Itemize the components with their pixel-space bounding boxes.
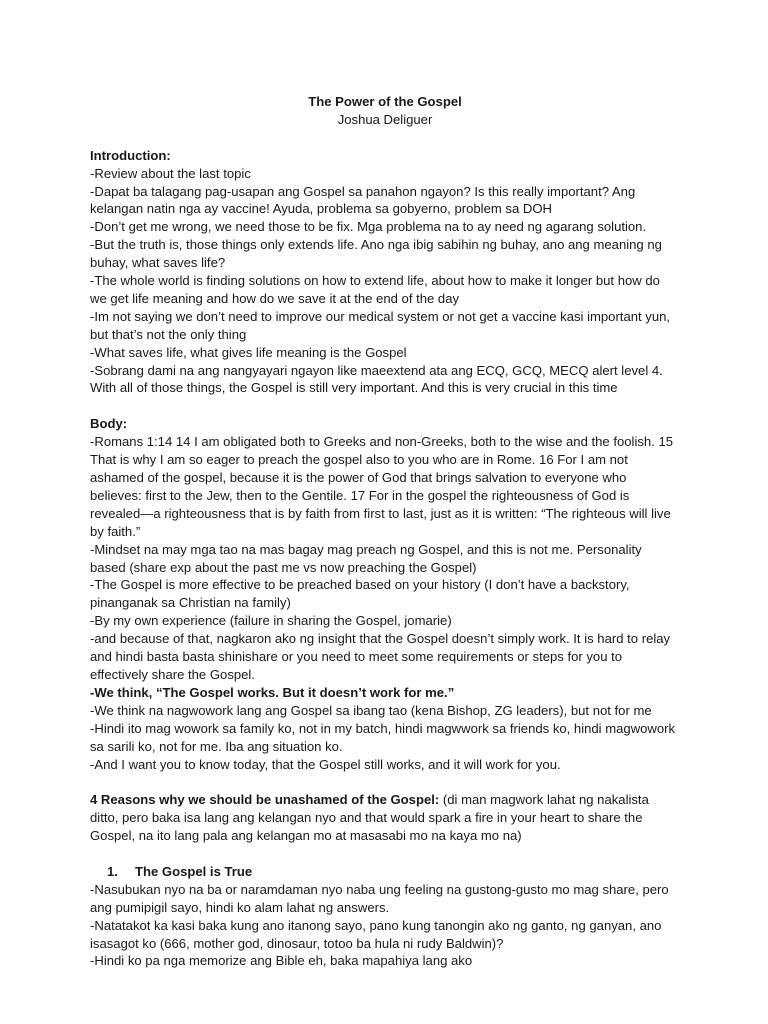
intro-line: -The whole world is finding solutions on how to extend life, about how to make it longer but how do we get life meaning and how do we save it at the end of the day <box>90 273 660 306</box>
body-line: -and because of that, nagkaron ako ng insight that the Gospel doesn’t simply work. It is hard to relay and hindi basta basta shinishare or you need to meet some requirements or steps for you to effectively share the Gospel. <box>90 631 671 682</box>
introduction-heading: Introduction: <box>90 147 171 163</box>
point-1-title: The Gospel is True <box>135 863 253 879</box>
spacer <box>90 397 680 415</box>
body-line: -By my own experience (failure in sharing the Gospel, jomarie) <box>90 613 452 629</box>
intro-line: -Sobrang dami na ang nangyayari ngayon like maeextend ata ang ECQ, GCQ, MECQ alert level 4. With all of those things, the Gospel is still very important. And this is very crucial in this time <box>90 362 663 396</box>
body-line: -Romans 1:14 14 I am obligated both to Greeks and non-Greeks, both to the wise and the foolish. 15 That is why I am so eager to preach the gospel also to you who are in Rome. 16 For I am not ashamed of the gospel, because it is the power of God that brings salvation to everyone who believes: first to the Jew, then to the Gentile. 17 For in the gospel the righteousness of God is revealed—a righteousness that is by faith from first to last, just as it is written: “The righteous will live by faith.” <box>90 434 674 539</box>
body-line: -And I want you to know today, that the Gospel still works, and it will work for you. <box>90 756 561 772</box>
reasons-note: (di man magwork lahat ng nakalista ditto, pero baka isa lang ang kelangan nyo and that would spark a fire in your heart to share the Gospel, na ito lang pala ang kelangan mo at masasabi mo na kaya mo na) <box>90 792 649 844</box>
body-line: -We think na nagwowork lang ang Gospel sa ibang tao (kena Bishop, ZG leaders), but not for me <box>90 702 652 718</box>
point-1-line: -Hindi ko pa nga memorize ang Bible eh, baka mapahiya lang ako <box>90 953 473 969</box>
reasons-heading: 4 Reasons why we should be unashamed of the Gospel: <box>90 792 440 808</box>
document-body <box>90 93 680 970</box>
body-line: -The Gospel is more effective to be preached based on your history (I don’t have a backstory, pinanganak sa Christian na family) <box>90 577 630 611</box>
spacer <box>90 845 680 863</box>
body-line: -Hindi ito mag wowork sa family ko, not in my batch, hindi magwwork sa friends ko, hindi magwowork sa sarili ko, not for me. Iba ang situation ko. <box>90 720 676 754</box>
intro-line: -Don’t get me wrong, we need those to be fix. Mga problema na to ay need ng agarang solution. <box>90 219 647 235</box>
body-heading: Body: <box>90 416 128 432</box>
intro-line: -What saves life, what gives life meaning is the Gospel <box>90 344 407 360</box>
intro-line: -Review about the last topic <box>90 165 251 181</box>
spacer <box>90 773 680 791</box>
reasons-paragraph <box>90 791 680 845</box>
intro-line: -Im not saying we don’t need to improve our medical system or not get a vaccine kasi important yun, but that’s not the only thing <box>90 308 671 342</box>
point-1-number: 1. <box>107 863 118 879</box>
body-line: -Mindset na may mga tao na mas bagay mag preach ng Gospel, and this is not me. Personality based (share exp about the past me vs now preaching the Gospel) <box>90 541 642 575</box>
point-1-line: -Natatakot ka kasi baka kung ano itanong sayo, pano kung tanongin ako ng ganto, ng ganyan, ano isasagot ko (666, mother god, dinosaur, totoo ba hula ni rudy Baldwin)? <box>90 917 662 951</box>
document-author: Joshua Deliguer <box>337 111 433 127</box>
point-1-heading <box>90 863 680 881</box>
document-title: The Power of the Gospel <box>308 94 462 109</box>
point-1-line: -Nasubukan nyo na ba or naramdaman nyo naba ung feeling na gustong-gusto mo mag share, pero ang pumipigil sayo, hindi ko alam lahat ng answers. <box>90 881 669 915</box>
intro-line: -Dapat ba talagang pag-usapan ang Gospel sa panahon ngayon? Is this really important? Ang kelangan natin nga ay vaccine! Ayuda, problema sa gobyerno, problem sa DOH <box>90 183 636 217</box>
body-key-statement: -We think, “The Gospel works. But it doesn’t work for me.” <box>90 684 455 700</box>
spacer <box>90 129 680 147</box>
intro-line: -But the truth is, those things only extends life. Ano nga ibig sabihin ng buhay, ano ang meaning ng buhay, what saves life? <box>90 237 662 271</box>
